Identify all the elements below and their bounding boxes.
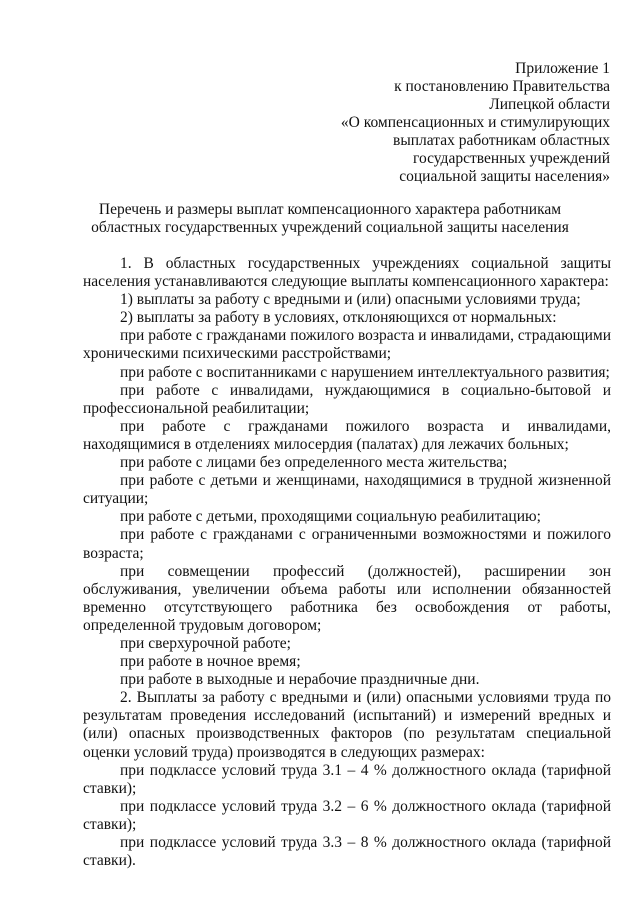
paragraph: при работе с гражданами с ограниченными возможностями и пожилого возраста; (83, 526, 611, 562)
paragraph: при подклассе условий труда 3.2 – 6 % должностного оклада (тарифной ставки); (83, 797, 611, 833)
paragraph: при совмещении профессий (должностей), расширении зон обслуживания, увеличении объема работы или исполнении обязанностей временно отсутствующего работника без освобождения от работы, определенной трудовым договором; (83, 562, 611, 634)
paragraph: при работе с лицами без определенного места жительства; (120, 454, 508, 472)
header-line: Липецкой области (489, 96, 610, 113)
appendix-header (290, 60, 610, 186)
paragraph: при работе в выходные и нерабочие праздничные дни. (120, 671, 480, 689)
paragraph: при работе с детьми, проходящими социальную реабилитацию; (120, 508, 541, 526)
document-title (80, 201, 580, 237)
paragraph: при подклассе условий труда 3.1 – 4 % должностного оклада (тарифной ставки); (83, 761, 611, 797)
title-line: областных государственных учреждений социальной защиты населения (91, 219, 569, 236)
paragraph: при работе с гражданами пожилого возраста и инвалидами, страдающими хроническими психическими расстройствами; (83, 327, 611, 363)
paragraph: 1) выплаты за работу с вредными и (или) опасными условиями труда; (120, 291, 581, 309)
paragraph: при работе с детьми и женщинами, находящимися в трудной жизненной ситуации; (83, 472, 611, 508)
paragraph: при сверхурочной работе; (120, 634, 291, 652)
paragraph: при работе в ночное время; (120, 653, 301, 671)
header-line: к постановлению Правительства (394, 78, 610, 95)
paragraph: при подклассе условий труда 3.3 – 8 % должностного оклада (тарифной ставки). (83, 834, 611, 870)
header-line: «О компенсационных и стимулирующих (340, 114, 610, 131)
title-line: Перечень и размеры выплат компенсационного характера работникам (98, 201, 562, 218)
paragraph: 2) выплаты за работу в условиях, отклоняющихся от нормальных: (120, 309, 557, 327)
paragraph: 1. В областных государственных учреждениях социальной защиты населения устанавливаются следующие выплаты компенсационного характера: (83, 255, 611, 291)
paragraph: при работе с гражданами пожилого возраста и инвалидами, находящимися в отделениях милосердия (палатах) для лежачих больных; (83, 417, 611, 453)
paragraph: 2. Выплаты за работу с вредными и (или) опасными условиями труда по результатам проведения исследований (испытаний) и измерений вредных и (или) опасных производственных факторов (по результатам специальной оценки условий труда) производятся в следующих размерах: (83, 689, 611, 761)
header-line: государственных учреждений (413, 150, 610, 167)
header-line: социальной защиты населения» (399, 168, 610, 185)
paragraph: при работе с воспитанниками с нарушением интеллектуального развития; (120, 363, 610, 381)
header-line: Приложение 1 (515, 60, 610, 77)
paragraph: при работе с инвалидами, нуждающимися в социально-бытовой и профессиональной реабилитации; (83, 381, 611, 417)
header-line: выплатах работникам областных (393, 132, 610, 149)
document-body (83, 255, 611, 870)
